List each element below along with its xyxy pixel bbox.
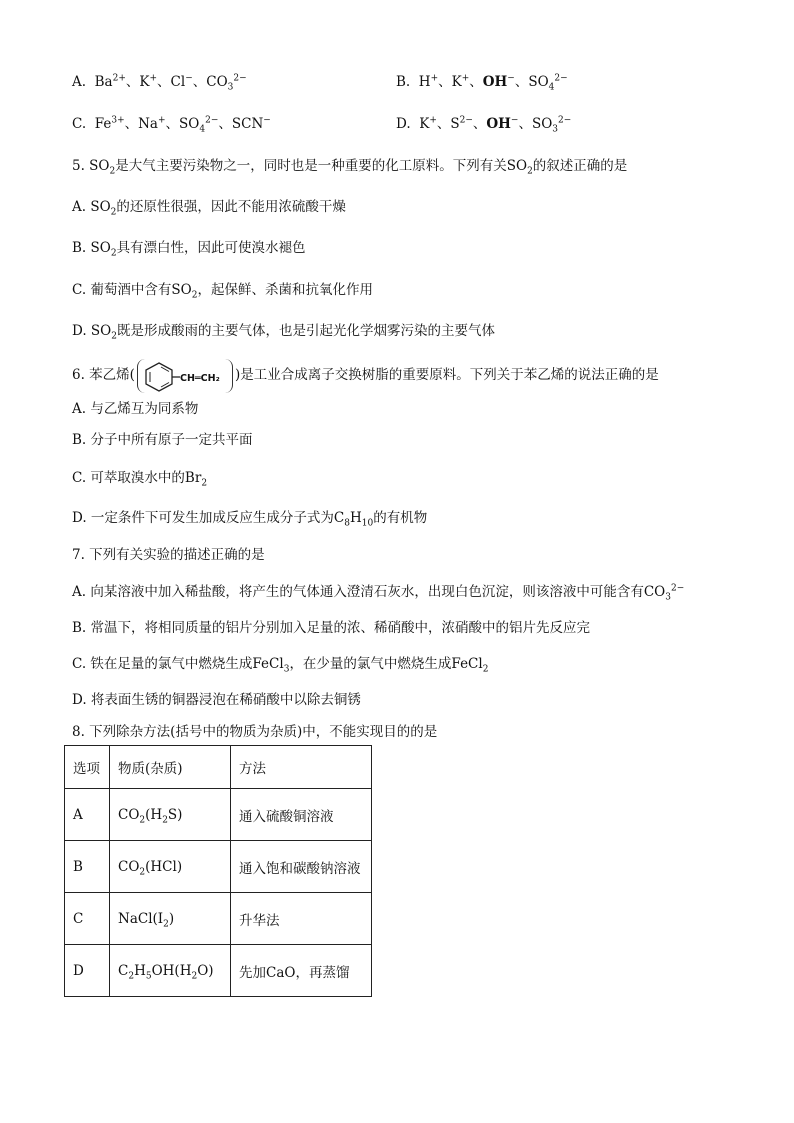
- header-substance: 物质(杂质): [110, 746, 231, 789]
- q7-option-a: A. 向某溶液中加入稀盐酸，将产生的气体通入澄清石灰水，出现白色沉淀，则该溶液中可能含有$CO_3^{2-}$: [72, 583, 685, 603]
- q7-option-b: B. 常温下，将相同质量的铝片分别加入足量的浓、稀硝酸中，浓硝酸中的铝片先反应完: [72, 620, 591, 636]
- q5-option-b: B. $SO_2$具有漂白性，因此可使溴水褪色: [72, 240, 306, 259]
- q6-stem: 6. 苯乙烯( CH═CH₂ )是工业合成离子交换树脂的重要原料。下列关于苯乙烯的说法正确的是: [72, 358, 659, 393]
- q7-option-c: C. 铁在足量的氯气中燃烧生成FeCl$_3$，在少量的氯气中燃烧生成FeCl$_2$: [72, 656, 489, 675]
- q5-option-c: C. 葡萄酒中含有$SO_2$，起保鲜、杀菌和抗氧化作用: [72, 282, 373, 301]
- q6-option-c: C. 可萃取溴水中的$Br_2$: [72, 470, 208, 489]
- table-row: [65, 945, 372, 997]
- q6-option-b: B. 分子中所有原子一定共平面: [72, 432, 253, 448]
- row-method: 通入硫酸铜溶液: [231, 789, 372, 841]
- table-header-row: [65, 746, 372, 789]
- q6-option-d: D. 一定条件下可发生加成反应生成分子式为$C_8H_{10}$的有机物: [72, 510, 428, 529]
- row-substance: $C_2H_5OH(H_2O)$: [110, 945, 231, 997]
- styrene-structure-image: [137, 359, 233, 393]
- header-option: 选项: [65, 746, 110, 789]
- q6-option-a: A. 与乙烯互为同系物: [72, 401, 199, 417]
- table-row: [65, 841, 372, 893]
- q4-option-a: A. $Ba^{2+}$、K+、Cl−、$CO_3^{2-}$: [72, 73, 247, 93]
- row-method: 通入饱和碳酸钠溶液: [231, 841, 372, 893]
- table-row: [65, 789, 372, 841]
- row-method: 升华法: [231, 893, 372, 945]
- row-substance: $CO_2(H_2S)$: [110, 789, 231, 841]
- table-row: [65, 893, 372, 945]
- styrene-vinyl-label: CH═CH₂: [179, 372, 220, 384]
- row-option: B: [65, 841, 110, 893]
- q5-stem: 5. $SO_2$是大气主要污染物之一，同时也是一种重要的化工原料。下列有关$SO_2$的叙述正确的是: [72, 158, 628, 177]
- row-substance: $CO_2(HCl)$: [110, 841, 231, 893]
- q8-stem: 8. 下列除杂方法(括号中的物质为杂质)中，不能实现目的的是: [72, 724, 438, 740]
- q4-option-b: B. H+、K+、OH−、$SO_4^{2-}$: [396, 73, 568, 93]
- q4-option-d: D. K+、$S^{2-}$、OH−、$SO_3^{2-}$: [396, 115, 572, 135]
- row-option: A: [65, 789, 110, 841]
- q7-option-d: D. 将表面生锈的铜器浸泡在稀硝酸中以除去铜锈: [72, 692, 361, 708]
- q5-option-d: D. $SO_2$既是形成酸雨的主要气体，也是引起光化学烟雾污染的主要气体: [72, 323, 495, 342]
- q4-option-c: C. $Fe^{3+}$、Na+、$SO_4^{2-}$、SCN−: [72, 115, 271, 135]
- row-method: 先加CaO，再蒸馏: [231, 945, 372, 997]
- row-substance: $NaCl(I_2)$: [110, 893, 231, 945]
- header-method: 方法: [231, 746, 372, 789]
- row-option: D: [65, 945, 110, 997]
- q5-option-a: A. $SO_2$的还原性很强，因此不能用浓硫酸干燥: [72, 199, 346, 218]
- q8-options-table: [64, 745, 372, 997]
- q7-stem: 7. 下列有关实验的描述正确的是: [72, 547, 265, 563]
- row-option: C: [65, 893, 110, 945]
